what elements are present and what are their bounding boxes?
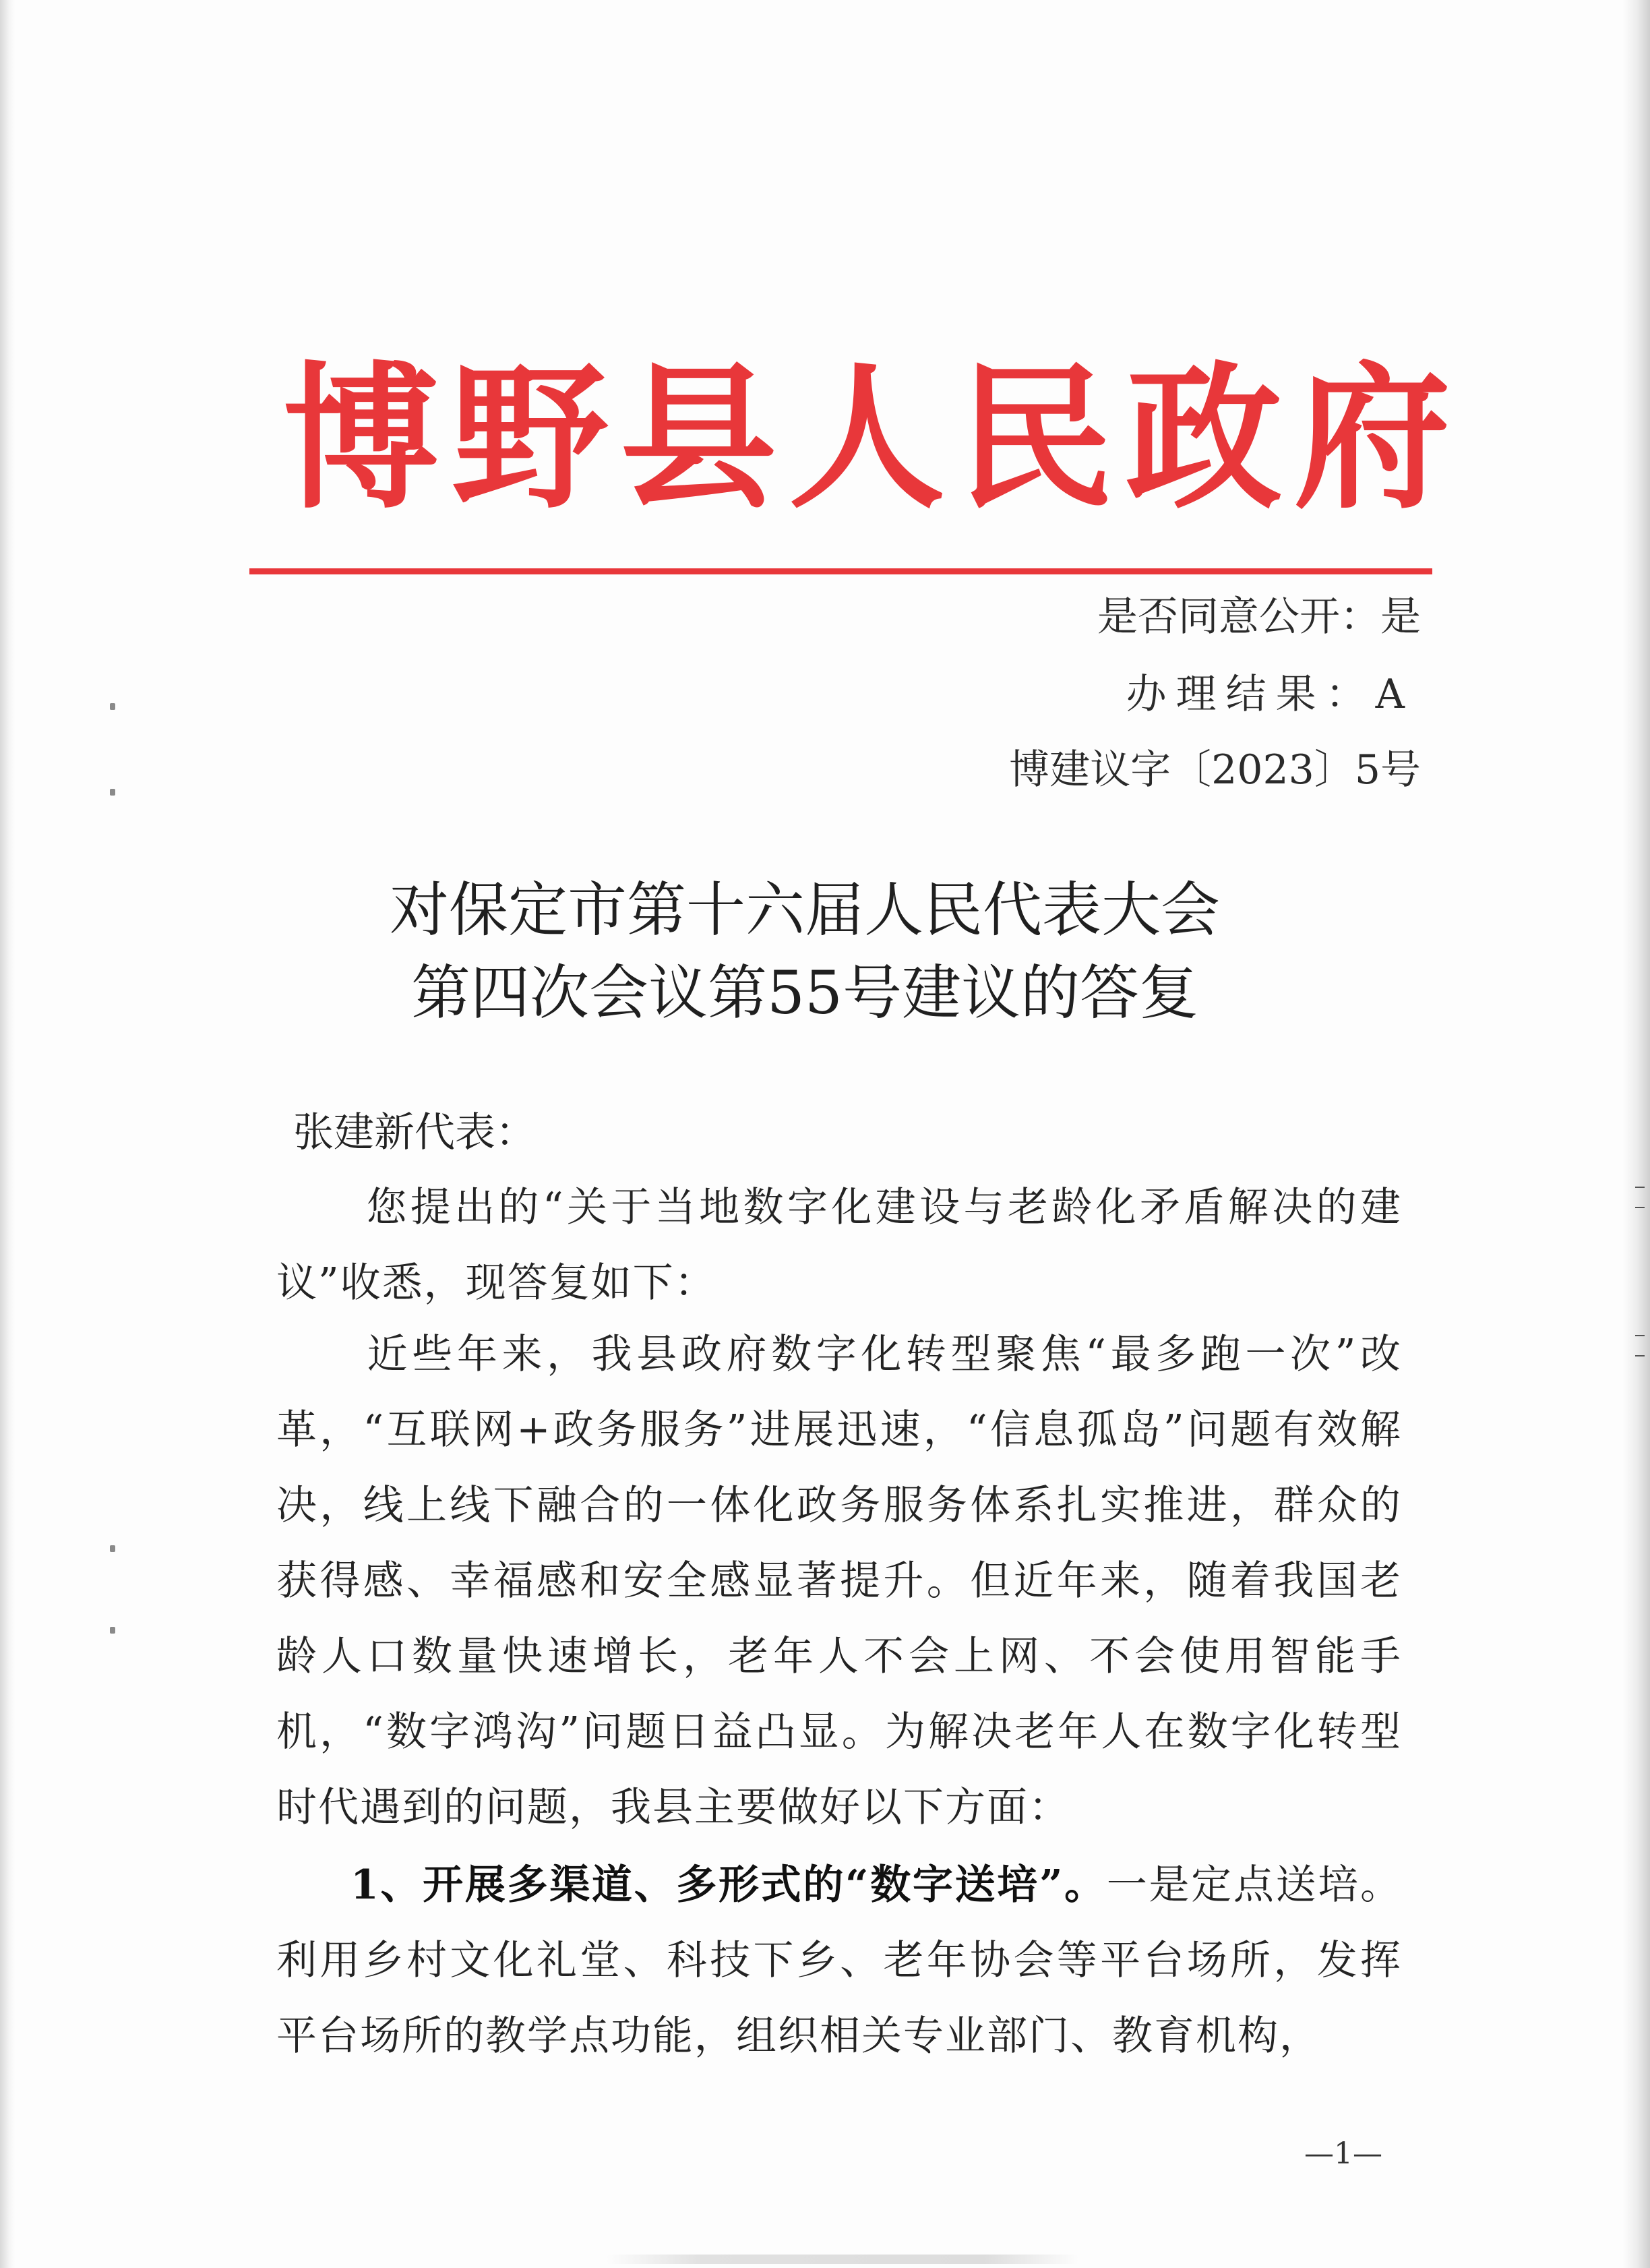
scan-edge-right — [1623, 0, 1650, 2268]
scan-edge-bottom — [607, 2255, 1078, 2264]
paragraph-3-heading: 1、开展多渠道、多形式的“数字送培”。 — [350, 1861, 1107, 1909]
binding-hole-mark — [110, 1545, 115, 1552]
binding-hole-mark — [110, 1627, 115, 1634]
body-paragraph-3 — [276, 1847, 1402, 2074]
body-paragraph-2 — [276, 1317, 1402, 1845]
page-number: —1— — [1304, 2137, 1382, 2171]
document-title-line-1: 对保定市第十六届人民代表大会 — [389, 875, 1220, 945]
document-title-line-2: 第四次会议第55号建议的答复 — [411, 958, 1198, 1027]
body-paragraph-1 — [276, 1170, 1402, 1321]
disclosure-status: 是否同意公开：是 — [1097, 593, 1421, 640]
handling-result: 办理结果：A — [1126, 671, 1414, 718]
issuing-organization-header: 博野县人民政府 — [283, 346, 1463, 530]
red-separator-rule — [249, 568, 1432, 574]
binding-hole-mark — [110, 703, 115, 710]
document-number: 博建议字〔2023〕5号 — [1009, 746, 1421, 794]
paragraph-1-text: 您提出的“关于当地数字化建设与老龄化矛盾解决的建议”收悉，现答复如下： — [276, 1184, 1402, 1307]
paragraph-3-text: 一是定点送培。利用乡村文化礼堂、科技下乡、老年协会等平台场所，发挥平台场所的教学点功能，组织相关专业部门、教育机构， — [276, 1861, 1402, 2060]
salutation: 张建新代表： — [293, 1109, 536, 1156]
scan-edge-left — [0, 0, 15, 2268]
binding-hole-mark — [110, 789, 115, 796]
paragraph-2-text: 近些年来，我县政府数字化转型聚焦“最多跑一次”改革，“互联网+政务服务”进展迅速，“信息孤岛”问题有效解决，线上线下融合的一体化政务服务体系扎实推进，群众的获得感、幸福感和安全感显著提升。但近年来，随着我国老龄人口数量快速增长，老年人不会上网、不会使用智能手机，“数字鸿沟”问题日益凸显。为解决老年人在数字化转型时代遇到的问题，我县主要做好以下方面： — [276, 1331, 1402, 1831]
